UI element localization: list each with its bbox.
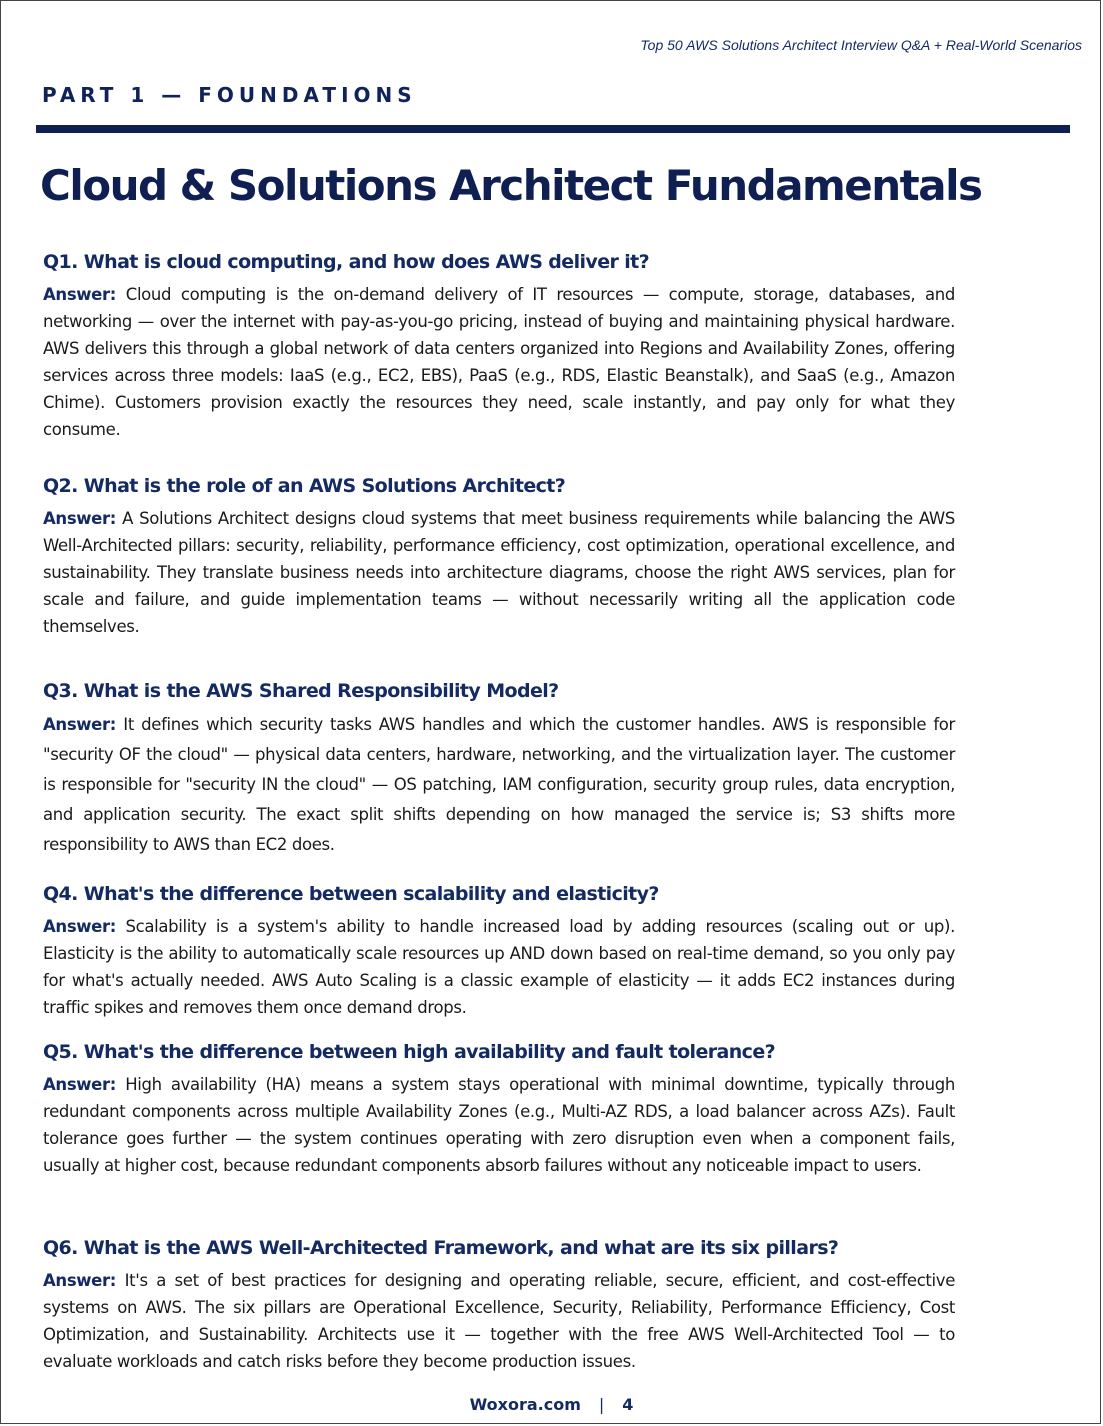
question-heading: Q5. What's the difference between high availability and fault tolerance? <box>43 1041 776 1063</box>
answer-text <box>43 913 955 1021</box>
page-number: 4 <box>622 1395 634 1414</box>
answer-label: Answer: <box>43 715 117 734</box>
answer-text <box>43 1071 955 1179</box>
qa-item-q6 <box>43 1237 955 1375</box>
footer-site: Woxora.com <box>469 1395 581 1414</box>
answer-label: Answer: <box>43 509 117 528</box>
answer-label: Answer: <box>43 1075 117 1094</box>
answer-body: High availability (HA) means a system stays operational with minimal downtime, typically through redundant components across multiple Availability Zones (e.g., Multi-AZ RDS, a load balancer across AZs). Fault tolerance goes further — the system continues operating with zero disruption even when a component fails, usually at higher cost, because redundant components absorb failures without any noticeable impact to users. <box>43 1075 955 1175</box>
running-header: Top 50 AWS Solutions Architect Interview Q&A + Real-World Scenarios <box>640 37 1082 53</box>
question-heading: Q4. What's the difference between scalability and elasticity? <box>43 883 659 905</box>
header-rule <box>36 125 1070 133</box>
answer-label: Answer: <box>43 1271 117 1290</box>
answer-label: Answer: <box>43 285 117 304</box>
answer-body: It defines which security tasks AWS handles and which the customer handles. AWS is responsible for "security OF the cloud" — physical data centers, hardware, networking, and the virtualization layer. The customer is responsible for "security IN the cloud" — OS patching, IAM configuration, security group rules, data encryption, and application security. The exact split shifts depending on how managed the service is; S3 shifts more responsibility to AWS than EC2 does. <box>43 715 955 854</box>
answer-text <box>43 505 955 640</box>
footer-separator: | <box>598 1395 605 1414</box>
question-heading: Q6. What is the AWS Well-Architected Framework, and what are its six pillars? <box>43 1237 839 1259</box>
question-heading: Q3. What is the AWS Shared Responsibility Model? <box>43 680 559 702</box>
answer-text <box>43 1267 955 1375</box>
question-heading: Q1. What is cloud computing, and how does AWS deliver it? <box>43 251 650 273</box>
answer-text <box>43 710 955 860</box>
answer-label: Answer: <box>43 917 117 936</box>
answer-body: Scalability is a system's ability to handle increased load by adding resources (scaling out or up). Elasticity is the ability to automatically scale resources up AND down based on real-time demand, so you only pay for what's actually needed. AWS Auto Scaling is a classic example of elasticity — it adds EC2 instances during traffic spikes and removes them once demand drops. <box>43 917 955 1017</box>
qa-item-q3 <box>43 680 955 860</box>
qa-item-q5 <box>43 1041 955 1179</box>
qa-item-q2 <box>43 475 955 640</box>
answer-body: It's a set of best practices for designing and operating reliable, secure, efficient, and cost-effective systems on AWS. The six pillars are Operational Excellence, Security, Reliability, Performance Efficiency, Cost Optimization, and Sustainability. Architects use it — together with the free AWS Well-Architected Tool — to evaluate workloads and catch risks before they become production issues. <box>43 1271 955 1371</box>
answer-body: A Solutions Architect designs cloud systems that meet business requirements while balancing the AWS Well-Architected pillars: security, reliability, performance efficiency, cost optimization, operational excellence, and sustainability. They translate business needs into architecture diagrams, choose the right AWS services, plan for scale and failure, and guide implementation teams — without necessarily writing all the application code themselves. <box>43 509 955 636</box>
answer-body: Cloud computing is the on-demand delivery of IT resources — compute, storage, databases, and networking — over the internet with pay-as-you-go pricing, instead of buying and maintaining physical hardware. AWS delivers this through a global network of data centers organized into Regions and Availability Zones, offering services across three models: IaaS (e.g., EC2, EBS), PaaS (e.g., RDS, Elastic Beanstalk), and SaaS (e.g., Amazon Chime). Customers provision exactly the resources they need, scale instantly, and pay only for what they consume. <box>43 285 955 439</box>
answer-text <box>43 281 955 443</box>
qa-item-q1 <box>43 251 955 443</box>
question-heading: Q2. What is the role of an AWS Solutions Architect? <box>43 475 566 497</box>
part-label: PART 1 — FOUNDATIONS <box>42 83 417 107</box>
page-footer <box>1 1395 1102 1414</box>
page-title: Cloud & Solutions Architect Fundamentals <box>40 161 982 210</box>
qa-item-q4 <box>43 883 955 1021</box>
